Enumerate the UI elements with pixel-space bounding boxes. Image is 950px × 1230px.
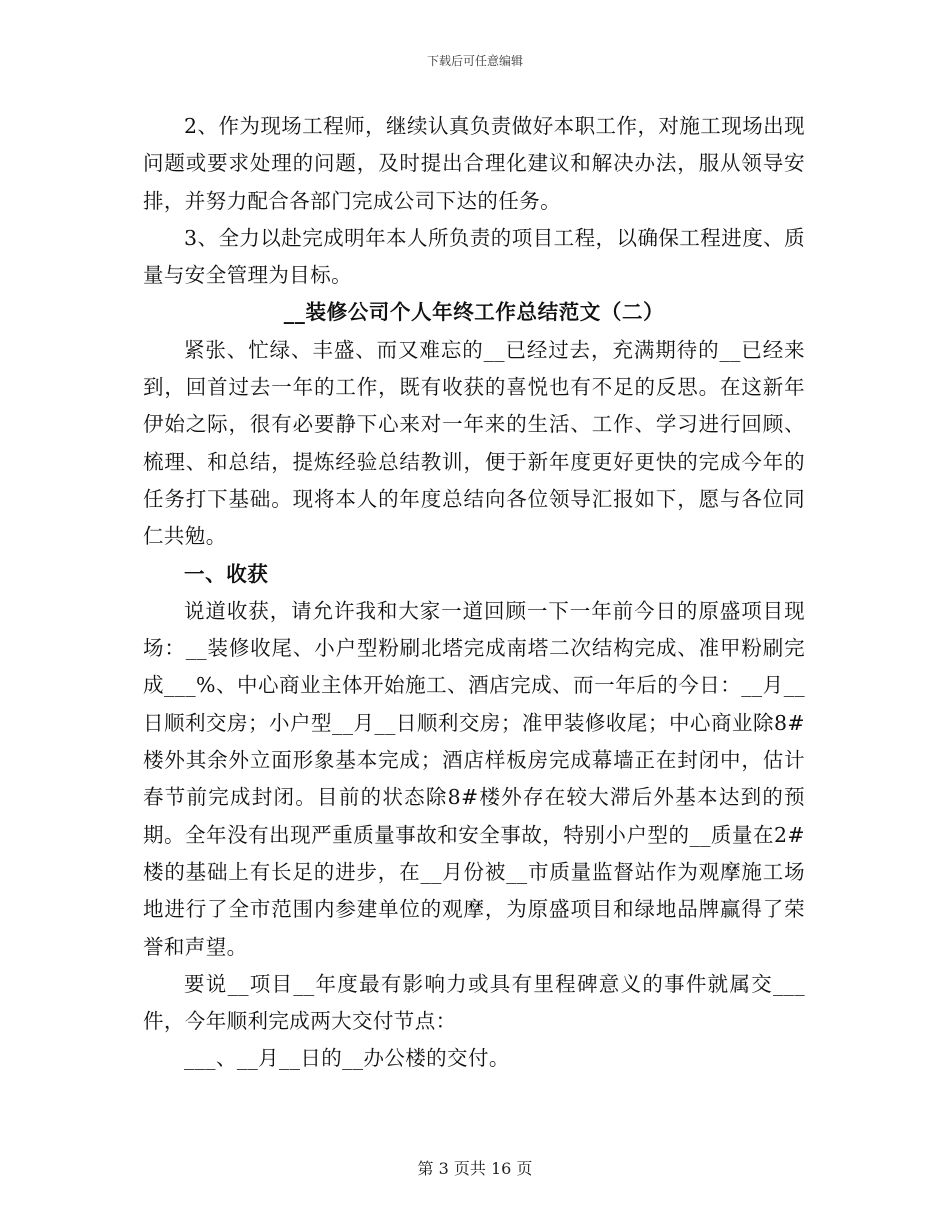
document-title: __装修公司个人年终工作总结范文（二） (283, 300, 665, 325)
page-header-note: 下载后可任意编辑 (426, 54, 523, 68)
paragraph-item-3: 3、全力以赴完成明年本人所负责的项目工程，以确保工程进度、质量与安全管理为目标。 (143, 225, 805, 288)
intro-paragraph: 紧张、忙绿、丰盛、而又难忘的__已经过去，充满期待的__已经来到，回首过去一年的工作，既有收获的喜悦也有不足的反思。在这新年伊始之际，很有必要静下心来对一年来的生活、工作、学习进行回顾、梳理、和总结，提炼经验总结教训，便于新年度更好更快的完成今年的任务打下基础。现将本人的年度总结向各位领导汇报如下，愿与各位同仁共勉。 (143, 337, 805, 549)
document-body (143, 108, 805, 1078)
page-number: 第 3 页共 16 页 (417, 1159, 533, 1178)
delivery-line: ___、__月__日的__办公楼的交付。 (184, 1046, 510, 1071)
milestone-paragraph: 要说__项目__年度最有影响力或具有里程碑意义的事件就属交___件，今年顺利完成两大交付节点： (143, 971, 805, 1034)
harvest-paragraph: 说道收获，请允许我和大家一道回顾一下一年前今日的原盛项目现场：__装修收尾、小户型粉刷北塔完成南塔二次结构完成、准甲粉刷完成___%、中心商业主体开始施工、酒店完成、而一年后的今日：__月__日顺利交房；小户型__月__日顺利交房；准甲装修收尾；中心商业除8#楼外其余外立面形象基本完成；酒店样板房完成幕墙正在封闭中，估计春节前完成封闭。目前的状态除8#楼外存在较大滞后外基本达到的预期。全年没有出现严重质量事故和安全事故，特别小户型的__质量在2#楼的基础上有长足的进步，在__月份被__市质量监督站作为观摩施工场地进行了全市范围内参建单位的观摩，为原盛项目和绿地品牌赢得了荣誉和声望。 (143, 598, 805, 959)
section-heading-harvest: 一、收获 (184, 561, 269, 586)
paragraph-item-2: 2、作为现场工程师，继续认真负责做好本职工作，对施工现场出现问题或要求处理的问题，及时提出合理化建议和解决办法，服从领导安排，并努力配合各部门完成公司下达的任务。 (143, 114, 805, 213)
